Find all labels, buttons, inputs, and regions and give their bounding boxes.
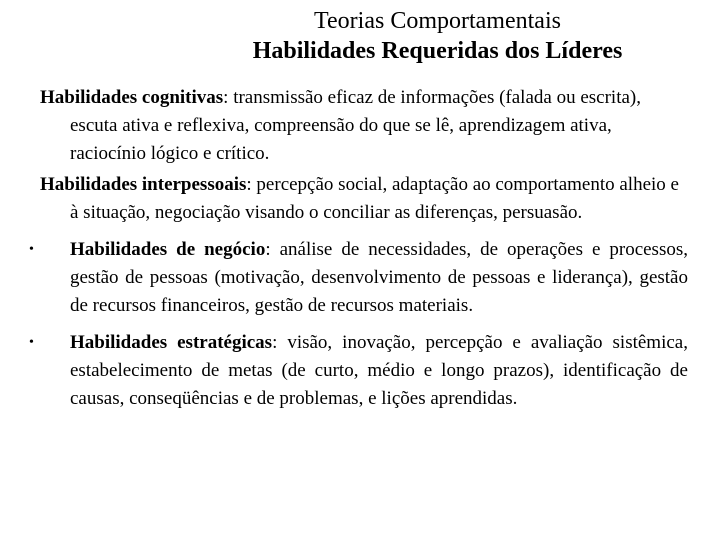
slide-title: [0, 6, 720, 66]
item-text: : visão, inovação, percepção e avaliação sistêmica, estabelecimento de metas (de curto, médio e longo prazos), identificação de causas, conseqüências e de problemas, e lições aprendidas.: [70, 332, 688, 409]
item-text: : percepção social, adaptação ao comportamento alheio e à situação, negociação visando o conciliar as diferenças, persuasão.: [70, 174, 679, 223]
item-text: : análise de necessidades, de operações e processos, gestão de pessoas (motivação, desenvolvimento de pessoas e liderança), gestão de recursos financeiros, gestão de recursos materiais.: [70, 239, 688, 316]
item-cognitive-skills: [40, 84, 688, 168]
bullet-icon: •: [29, 335, 34, 350]
item-text: : transmissão eficaz de informações (falada ou escrita), escuta ativa e reflexiva, compreensão do que se lê, aprendizagem ativa, raciocínio lógico e crítico.: [70, 87, 641, 164]
item-term: Habilidades interpessoais: [40, 174, 247, 195]
item-term: Habilidades de negócio: [70, 239, 266, 260]
bullet-icon: •: [29, 242, 34, 257]
slide-body: [29, 84, 688, 413]
title-line-2: Habilidades Requeridas dos Líderes: [252, 38, 623, 64]
item-term: Habilidades cognitivas: [40, 87, 224, 108]
item-business-skills: [29, 236, 688, 320]
item-term: Habilidades estratégicas: [70, 332, 273, 353]
title-line-1: Teorias Comportamentais: [314, 8, 561, 34]
item-interpersonal-skills: [40, 171, 688, 227]
item-strategic-skills: [29, 329, 688, 413]
